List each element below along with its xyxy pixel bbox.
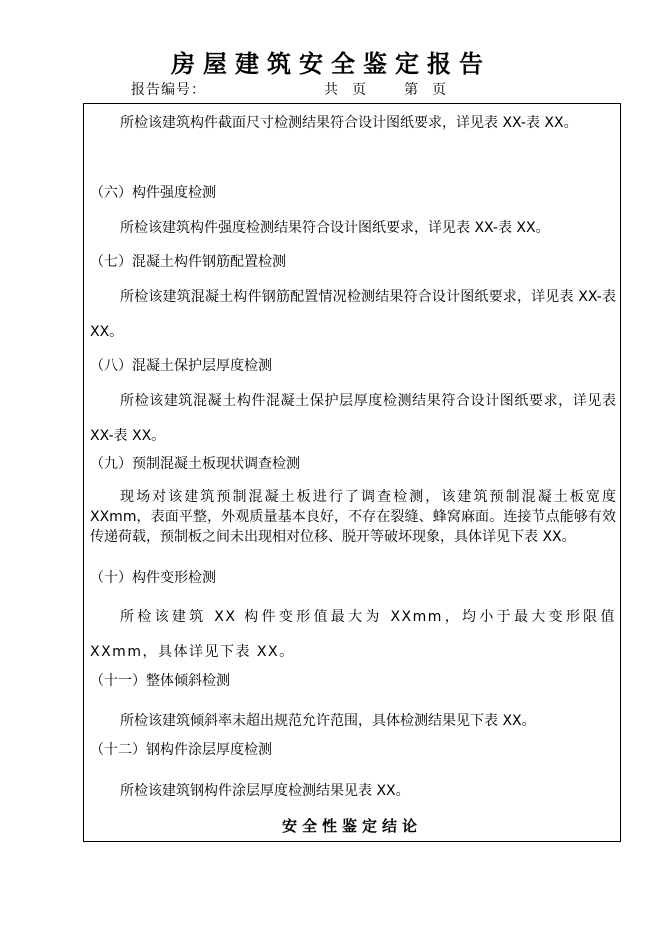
report-content-frame (83, 103, 621, 842)
report-title: 房屋建筑安全鉴定报告 (171, 50, 491, 78)
section-7-heading: （七）混凝土构件钢筋配置检测 (90, 254, 286, 270)
section-9-text: 现场对该建筑预制混凝土板进行了调查检测，该建筑预制混凝土板宽度 XXmm，表面平整，外观质量基本良好，不存在裂缝、蜂窝麻面。连接节点能够有效传递荷载，预制板之间未出现相对位移、脱开等破坏现象，具体详见下表 XX。 (90, 489, 616, 545)
section-6-heading: （六）构件强度检测 (90, 185, 216, 201)
section-7-text: 所检该建筑混凝土构件钢筋配置情况检测结果符合设计图纸要求，详见表 XX-表 XX。 (90, 289, 616, 340)
section-dimension-result-text: 所检该建筑构件截面尺寸检测结果符合设计图纸要求，详见表 XX-表 XX。 (120, 115, 578, 131)
section-10-heading: （十）构件变形检测 (90, 570, 216, 586)
section-8-text: 所检该建筑混凝土构件混凝土保护层厚度检测结果符合设计图纸要求，详见表 XX-表 XX。 (90, 393, 616, 444)
section-10-text: 所检该建筑 XX 构件变形值最大为 XXmm，均小于最大变形限值 XXmm，具体详见下表 XX。 (90, 609, 616, 660)
section-11-heading: （十一）整体倾斜检测 (90, 673, 230, 689)
section-8-heading: （八）混凝土保护层厚度检测 (90, 358, 272, 374)
section-12-heading: （十二）钢构件涂层厚度检测 (90, 742, 272, 758)
section-9-heading: （九）预制混凝土板现状调查检测 (90, 456, 300, 472)
section-12-text: 所检该建筑钢构件涂层厚度检测结果见表 XX。 (120, 783, 410, 799)
safety-conclusion-heading: 安全性鉴定结论 (281, 817, 422, 835)
report-meta-line (0, 80, 662, 100)
page-number-label: 第 页 (404, 82, 446, 98)
section-6-text: 所检该建筑构件强度检测结果符合设计图纸要求，详见表 XX-表 XX。 (120, 220, 550, 236)
total-pages-label: 共 页 (324, 82, 366, 98)
section-11-text: 所检该建筑倾斜率未超出规范允许范围，具体检测结果见下表 XX。 (120, 713, 536, 729)
report-number-label: 报告编号： (131, 82, 206, 98)
